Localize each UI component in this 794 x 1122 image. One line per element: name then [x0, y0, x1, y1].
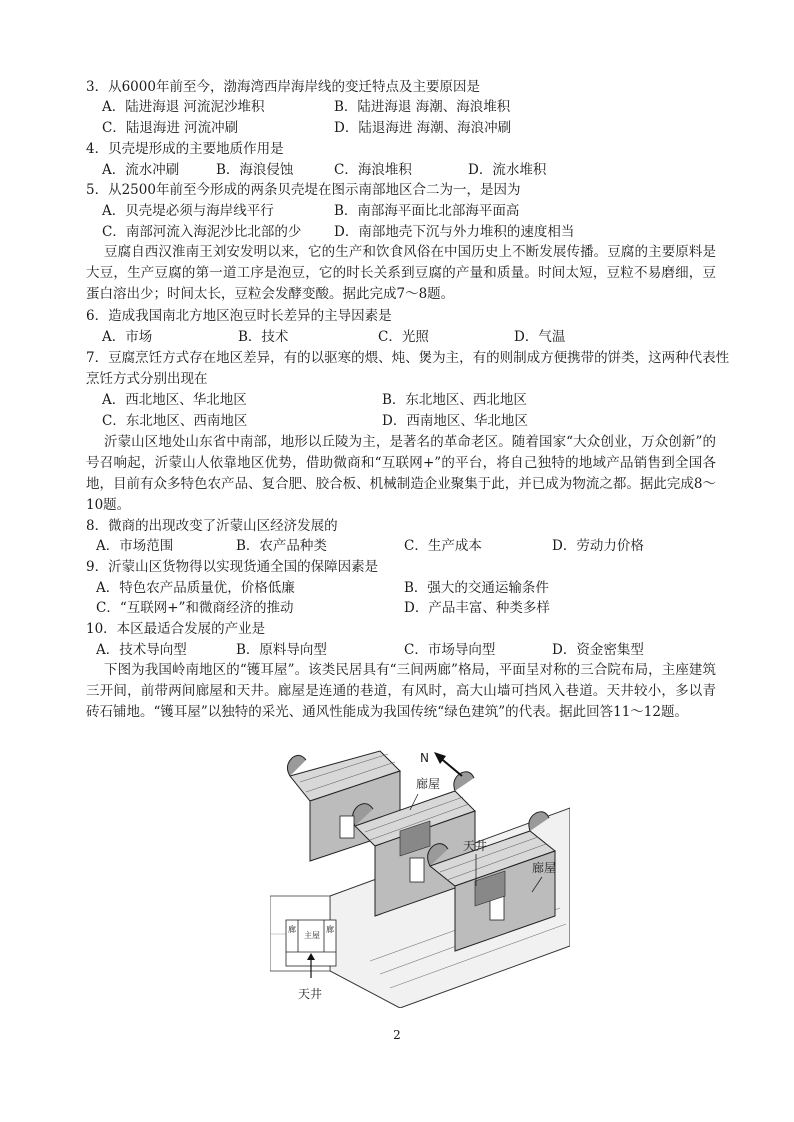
q10-option-a: A．技术导向型: [96, 642, 187, 658]
label-gallery-top: 廊屋: [416, 777, 441, 791]
passage-yimeng: 沂蒙山区地处山东省中南部，地形以丘陵为主，是著名的革命老区。随着国家“大众创业，万众创新”的号召响起，沂蒙山人依靠地区优势，借助微商和“互联网+”的平台，将自己独特的地域产品销售到全国各地，目前有众多特色农产品、复合肥、胶合板、机械制造企业聚集于此，并已成为物流之都。据此完成8～10题。: [86, 434, 716, 513]
q6-option-a: A．市场: [102, 329, 153, 345]
q3-option-a: A．陆进海退 河流泥沙堆积: [102, 99, 265, 115]
q7-stem-line1: 7．豆腐烹饪方式存在地区差异，有的以驱寒的煨、炖、煲为主，有的则制成方便携带的饼类，这两种代表性: [86, 350, 730, 366]
q6-stem: 6．造成我国南北方地区泡豆时长差异的主导因素是: [86, 308, 392, 324]
label-courtyard-top: 天井: [463, 839, 488, 853]
q7-option-a: A．西北地区、华北地区: [102, 392, 247, 408]
q3-stem: 3．从6000年前至今，渤海湾西岸海岸线的变迁特点及主要原因是: [86, 79, 480, 95]
q3-option-c: C．陆退海进 河流冲刷: [102, 120, 239, 136]
q4-option-c: C．海浪堆积: [334, 162, 412, 178]
q4-stem: 4．贝壳堤形成的主要地质作用是: [86, 141, 284, 157]
q6-option-b: B．技术: [238, 329, 289, 345]
q9-option-c: C．“互联网+”和微商经济的推动: [96, 600, 294, 616]
q5-stem: 5．从2500年前至今形成的两条贝壳堤在图示南部地区合二为一，是因为: [86, 182, 521, 198]
north-label: N: [420, 751, 429, 765]
q8-option-c: C．生产成本: [404, 538, 482, 554]
plan-label-right: 廊: [326, 925, 334, 934]
q10-option-c: C．市场导向型: [404, 642, 496, 658]
label-courtyard-bottom: 天井: [298, 987, 323, 1001]
q7-option-b: B．东北地区、西北地区: [382, 392, 527, 408]
q5-option-b: B．南部海平面比北部海平面高: [334, 203, 520, 219]
q9-option-a: A．特色农产品质量优，价格低廉: [96, 580, 295, 596]
q8-option-b: B．农产品种类: [236, 538, 327, 554]
q10-option-d: D．资金密集型: [552, 642, 644, 658]
label-gallery-right: 廊屋: [532, 861, 557, 875]
passage-tofu: 豆腐自西汉淮南王刘安发明以来，它的生产和饮食风俗在中国历史上不断发展传播。豆腐的主要原料是大豆，生产豆腐的第一道工序是泡豆，它的时长关系到豆腐的产量和质量。时间太短，豆粒不易磨细，豆蛋白溶出少；时间太长，豆粒会发酵变酸。据此完成7～8题。: [86, 244, 716, 302]
q9-option-b: B．强大的交通运输条件: [404, 580, 549, 596]
q4-option-a: A．流水冲刷: [102, 162, 180, 178]
q8-stem: 8．微商的出现改变了沂蒙山区经济发展的: [86, 518, 338, 534]
q4-option-b: B．海浪侵蚀: [216, 162, 294, 178]
q10-stem: 10．本区最适合发展的产业是: [86, 621, 266, 637]
q8-option-a: A．市场范围: [96, 538, 174, 554]
plan-label-left: 廊: [288, 925, 296, 934]
q5-option-c: C．南部河流入海泥沙比北部的少: [102, 224, 302, 240]
q9-option-d: D．产品丰富、种类多样: [404, 600, 550, 616]
q4-option-d: D．流水堆积: [468, 162, 547, 178]
q7-option-d: D．西南地区、华北地区: [382, 413, 528, 429]
plan-label-main: 主屋: [304, 931, 320, 940]
q7-stem-line2: 烹饪方式分别出现在: [86, 371, 208, 387]
q9-stem: 9．沂蒙山区货物得以实现货通全国的保障因素是: [86, 559, 379, 575]
page-number: 2: [393, 1028, 401, 1042]
q6-option-d: D．气温: [514, 329, 566, 345]
wok-ear-house-figure: [270, 746, 570, 1008]
q8-option-d: D．劳动力价格: [552, 538, 644, 554]
passage-wok-ear-house: 下图为我国岭南地区的“镬耳屋”。该类民居具有“三间两廊”格局，平面呈对称的三合院布局，主座建筑三开间，前带两间廊屋和天井。廊屋是连通的巷道，有风时，高大山墙可挡风入巷道。天井较小，多以青砖石铺地。“镬耳屋”以独特的采光、通风性能成为我国传统“绿色建筑”的代表。据此回答11～12题。: [86, 662, 716, 720]
q6-option-c: C．光照: [378, 329, 429, 345]
q3-option-b: B．陆进海退 海潮、海浪堆积: [334, 99, 511, 115]
q3-option-d: D．陆退海进 海潮、海浪冲刷: [334, 120, 512, 136]
q5-option-d: D．南部地壳下沉与外力堆积的速度相当: [334, 224, 575, 240]
q10-option-b: B．原料导向型: [236, 642, 327, 658]
q5-option-a: A．贝壳堤必须与海岸线平行: [102, 203, 274, 219]
q7-option-c: C．东北地区、西南地区: [102, 413, 248, 429]
